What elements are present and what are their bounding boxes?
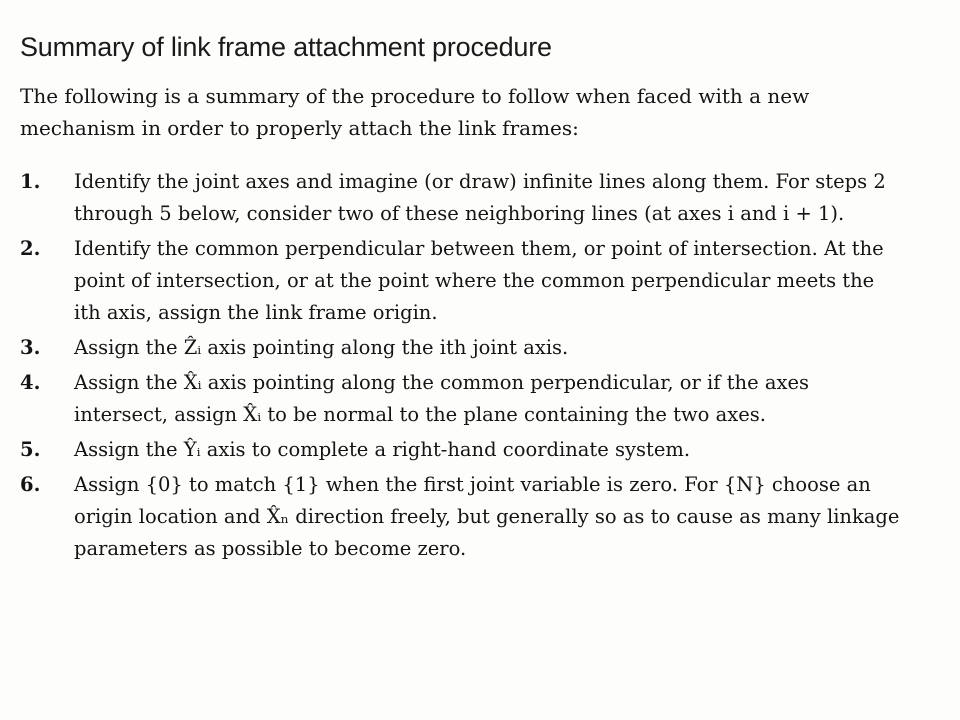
step-3 — [20, 332, 906, 364]
step-1 — [20, 166, 906, 230]
step-2 — [20, 233, 906, 329]
step-text: Assign the X̂ᵢ axis pointing along the common perpendicular, or if the axes intersect, assign X̂ᵢ to be normal to the plane containing the two axes. — [74, 371, 810, 426]
step-number: 4. — [20, 371, 41, 394]
step-number: 1. — [20, 170, 41, 193]
step-4 — [20, 367, 906, 431]
step-number: 6. — [20, 473, 41, 496]
step-text: Identify the common perpendicular between them, or point of intersection. At the point of intersection, or at the point where the common perpendicular meets the ith axis, assign the link frame origin. — [74, 237, 884, 324]
step-number: 5. — [20, 438, 41, 461]
slide-title: Summary of link frame attachment procedure — [20, 32, 552, 62]
step-text: Assign {0} to match {1} when the first joint variable is zero. For {N} choose an origin location and X̂ₙ direction freely, but generally so as to cause as many linkage parameters as possible to become zero. — [74, 473, 900, 560]
step-text: Assign the Ŷᵢ axis to complete a right-hand coordinate system. — [74, 438, 691, 461]
scanned-text-block — [20, 80, 920, 568]
step-5 — [20, 434, 906, 466]
step-text: Identify the joint axes and imagine (or draw) infinite lines along them. For steps 2 through 5 below, consider two of these neighboring lines (at axes i and i + 1). — [74, 170, 886, 225]
step-6 — [20, 469, 906, 565]
step-text: Assign the Ẑᵢ axis pointing along the ith joint axis. — [74, 336, 569, 359]
step-number: 3. — [20, 336, 41, 359]
step-number: 2. — [20, 237, 41, 260]
intro-paragraph: The following is a summary of the procedure to follow when faced with a new mechanism in order to properly attach the link frames: — [20, 84, 810, 140]
procedure-steps — [20, 166, 920, 565]
